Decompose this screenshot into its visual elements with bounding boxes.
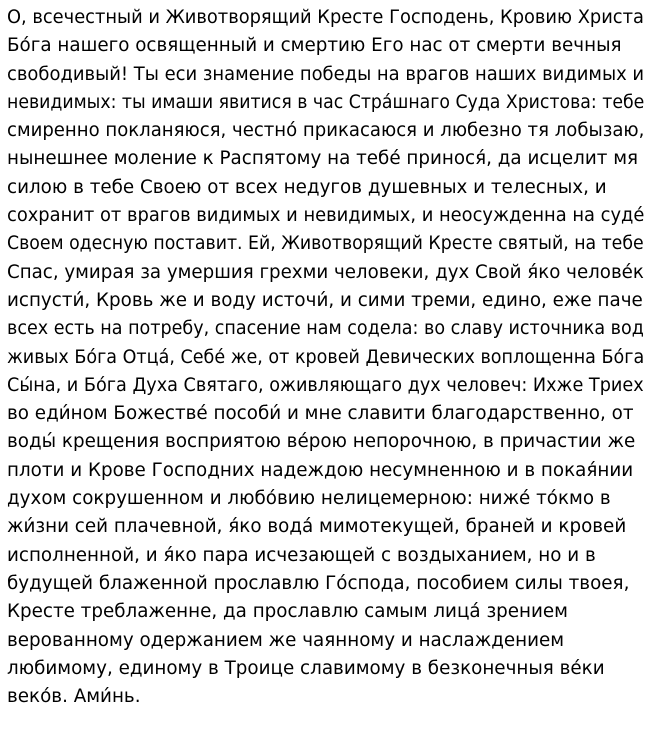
text-line: смиренно покланяюся, честно́ прикасаюся и любезно тя лобызаю, xyxy=(7,120,645,142)
text-line: О, всечестный и Животворящий Кресте Господень, Кровию Христа xyxy=(7,7,644,28)
text-line: свободивый! Ты еси знамение победы на врагов наших видимых и xyxy=(7,63,645,85)
text-line: Спас, умирая за умершия грехми человеки, дух Свой я́ко челове́к xyxy=(7,261,644,283)
text-line: верованному одержанием же чаянному и наслаждением xyxy=(7,629,565,651)
text-line: Своем одесную поставит. Ей, Животворящий Кресте святый, на тебе xyxy=(7,233,644,255)
text-line: веко́в. Ами́нь. xyxy=(7,686,141,708)
text-line: всех есть на потребу, спасение нам содела: во славу источника вод xyxy=(7,318,644,340)
prayer-text xyxy=(7,4,647,711)
text-line: испусти́, Кровь же и воду источи́, и сими треми, едино, еже паче xyxy=(7,289,643,311)
text-line: Сы́на, и Бо́га Духа Святаго, оживляющаго дух человеч: Ихже Триех xyxy=(7,374,644,396)
text-line: во еди́ном Божестве́ пособи́ и мне славити благодарственно, от xyxy=(7,403,634,425)
text-line: сохранит от врагов видимых и невидимых, и неосужденна на суде́ xyxy=(7,205,645,227)
text-line: Кресте треблаженне, да прославлю самым лица́ зрением xyxy=(7,601,568,623)
text-line: жи́зни сей плачевной, я́ко вода́ мимотекущей, браней и кровей xyxy=(7,516,627,538)
text-line: плоти и Крове Господних надеждою несумненною и в покая́нии xyxy=(7,459,634,481)
text-line: живых Бо́га Отца́, Себе́ же, от кровей Девических воплощенна Бо́га xyxy=(7,346,645,368)
text-line: невидимых: ты имаши явитися в час Стра́шнаго Суда Христова: тебе xyxy=(7,91,645,113)
text-line: будущей блаженной прославлю Го́спода, пособием силы твоея, xyxy=(7,572,630,594)
text-line: исполненной, и я́ко пара исчезающей с воздыханием, но и в xyxy=(7,544,596,566)
text-line: нынешнее моление к Распятому на тебе́ принося́, да исцелит мя xyxy=(7,148,639,170)
text-line: силою в тебе Своею от всех недугов душевных и телесных, и xyxy=(7,176,607,198)
text-line: воды́ крещения восприятою ве́рою непорочною, в причастии же xyxy=(7,431,636,453)
text-line: Бо́га нашего освященный и смертию Его нас от смерти вечныя xyxy=(7,35,622,57)
text-line: духом сокрушенном и любо́вию нелицемерною: ниже́ то́кмо в xyxy=(7,488,611,510)
text-line: любимому, единому в Троице славимому в безконечныя ве́ки xyxy=(7,657,605,679)
